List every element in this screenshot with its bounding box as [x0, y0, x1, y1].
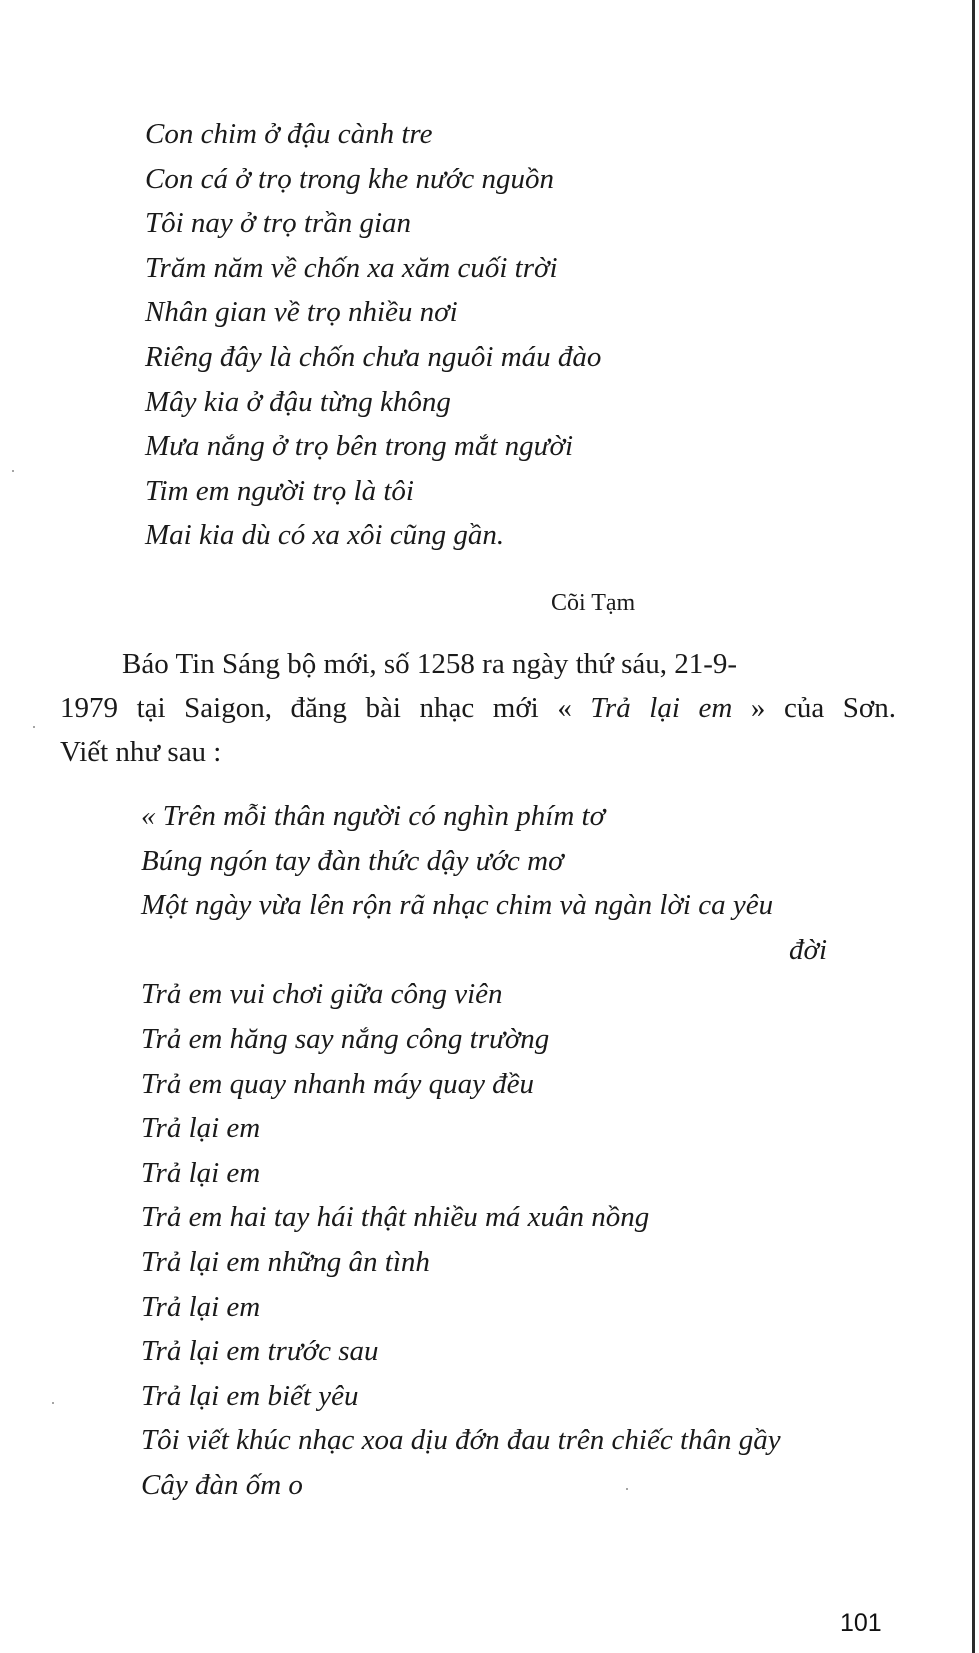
- poem-cõi-tạm: [145, 112, 601, 558]
- poem-line: Mai kia dù có xa xôi cũng gần.: [145, 519, 505, 552]
- lyric-line: Trả lại em: [141, 1156, 261, 1189]
- lyric-line: Tôi viết khúc nhạc xoa dịu đớn đau trên chiếc thân gầy: [141, 1424, 781, 1457]
- prose-line: Viết như sau :: [60, 736, 222, 768]
- scan-speck: [626, 1488, 628, 1490]
- poem-line: Tim em người trọ là tôi: [145, 474, 414, 507]
- poem-line: Mưa nắng ở trọ bên trong mắt người: [145, 430, 574, 463]
- lyric-line: Trả lại em những ân tình: [141, 1245, 430, 1278]
- lyric-line: Trả em hăng say nắng công trường: [141, 1022, 550, 1055]
- poem-line: Nhân gian về trọ nhiều nơi: [145, 296, 458, 329]
- song-title: Trả lại em: [590, 692, 733, 724]
- prose-text: 1979 tại Saigon, đăng bài nhạc mới «: [60, 692, 591, 724]
- poem-line: Con cá ở trọ trong khe nước nguồn: [145, 162, 554, 195]
- lyric-line: Trả em quay nhanh máy quay đều: [141, 1067, 535, 1100]
- prose-line: Báo Tin Sáng bộ mới, số 1258 ra ngày thứ sáu, 21-9-: [122, 648, 738, 680]
- prose-line: [60, 686, 896, 730]
- song-lyrics: [141, 794, 827, 1508]
- scan-border: [972, 0, 975, 1653]
- lyric-line: Trả em vui chơi giữa công viên: [141, 978, 503, 1011]
- lyric-line: Trả lại em: [141, 1112, 261, 1145]
- lyric-line: Trả lại em trước sau: [141, 1335, 379, 1368]
- lyric-line: Trả lại em: [141, 1290, 261, 1323]
- lyric-line: Búng ngón tay đàn thức dậy ước mơ: [141, 844, 564, 877]
- scan-speck: [12, 470, 14, 472]
- lyric-wrap-tail: đời: [789, 933, 828, 966]
- prose-paragraph: [60, 642, 896, 774]
- lyric-line: « Trên mỗi thân người có nghìn phím tơ: [141, 800, 606, 832]
- scan-speck: [52, 1402, 54, 1404]
- poem-line: Con chim ở đậu cành tre: [145, 118, 433, 150]
- poem-line: Mây kia ở đậu từng không: [145, 385, 451, 418]
- lyric-line: Trả em hai tay hái thật nhiều má xuân nồng: [141, 1201, 650, 1234]
- lyric-line: Trả lại em biết yêu: [141, 1379, 359, 1412]
- poem-line: Riêng đây là chốn chưa nguôi máu đào: [145, 340, 602, 373]
- scan-speck: [33, 726, 35, 728]
- lyric-line: Cây đàn ốm o: [141, 1468, 303, 1501]
- lyric-line: Một ngày vừa lên rộn rã nhạc chim và ngàn lời ca yêu: [141, 889, 774, 922]
- poem-signature: Cõi Tạm: [551, 590, 636, 616]
- page-number: 101: [840, 1609, 882, 1637]
- poem-line: Trăm năm về chốn xa xăm cuối trời: [145, 251, 558, 284]
- poem-line: Tôi nay ở trọ trần gian: [145, 207, 412, 240]
- prose-text: » của Sơn.: [732, 692, 896, 724]
